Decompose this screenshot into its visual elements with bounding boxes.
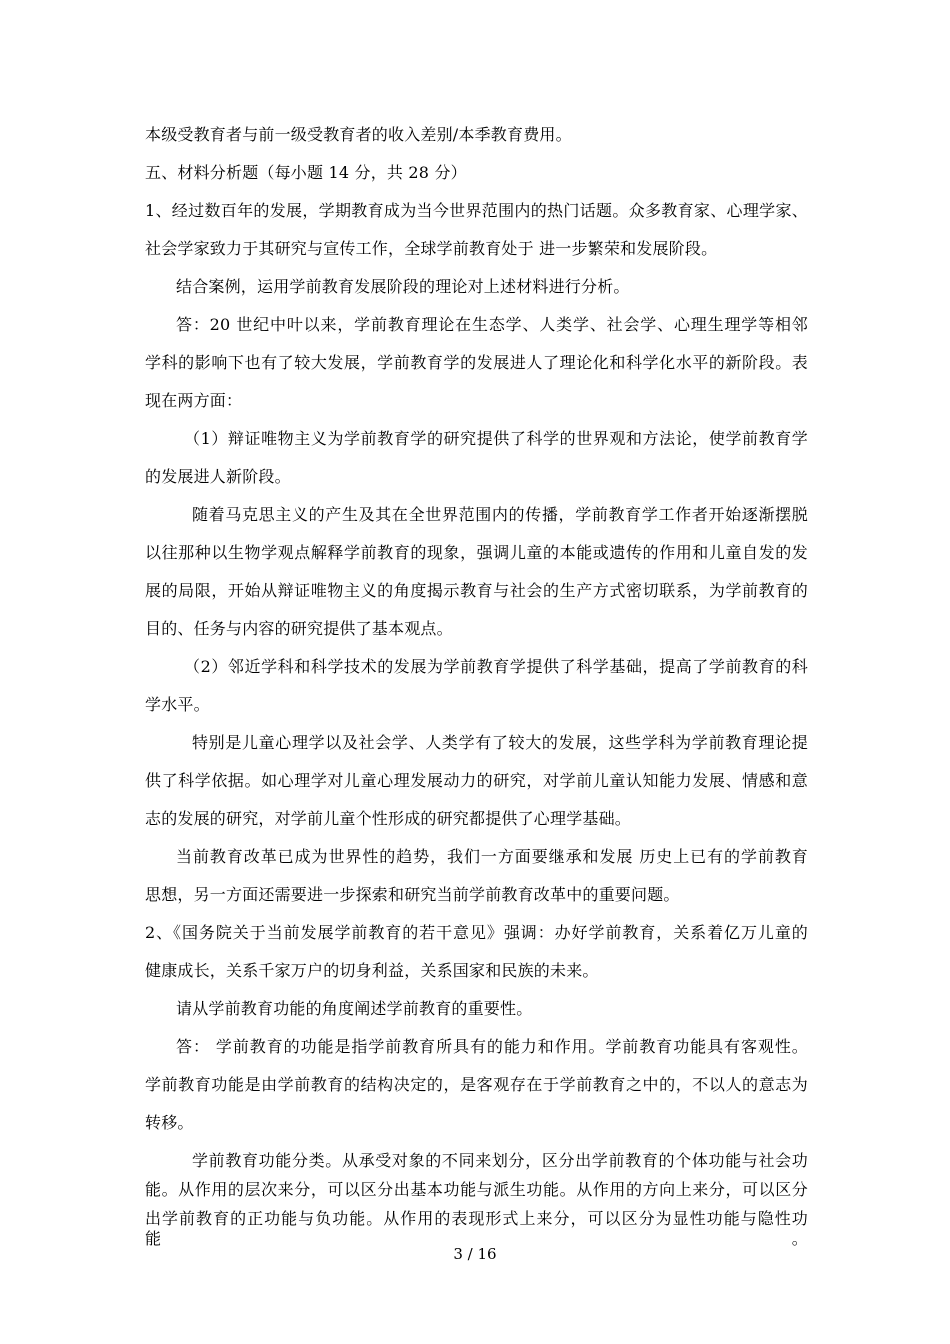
section-heading: 五、材料分析题（每小题 14 分，共 28 分） — [145, 163, 467, 182]
text-line: 转移。 — [145, 1113, 194, 1132]
text-line: 志的发展的研究，对学前儿童个性形成的研究都提供了心理学基础。 — [145, 809, 632, 828]
page-number: 3 / 16 — [453, 1245, 497, 1263]
text-line: 现在两方面： — [145, 391, 243, 410]
text-line: 结合案例，运用学前教育发展阶段的理论对上述材料进行分析。 — [176, 277, 630, 296]
text-line: 的发展进人新阶段。 — [145, 467, 291, 486]
text-line: 学科的影响下也有了较大发展，学前教育学的发展进人了理论化和科学化水平的新阶段。表 — [145, 353, 808, 372]
text-line: 目的、任务与内容的研究提供了基本观点。 — [145, 619, 453, 638]
text-line: 出学前教育的正功能与负功能。从作用的表现形式上来分，可以区分为显性功能与隐性功能。 — [145, 1209, 808, 1248]
text-line: （1）辩证唯物主义为学前教育学的研究提供了科学的世界观和方法论，使学前教育学 — [184, 429, 808, 448]
text-line: 学水平。 — [145, 695, 210, 714]
text-line: 供了科学依据。如心理学对儿童心理发展动力的研究，对学前儿童认知能力发展、情感和意 — [145, 771, 808, 790]
text-line: 特别是儿童心理学以及社会学、人类学有了较大的发展，这些学科为学前教育理论提 — [192, 733, 808, 752]
text-line: 答： 学前教育的功能是指学前教育所具有的能力和作用。学前教育功能具有客观性。 — [176, 1037, 808, 1056]
text-line: 2、《国务院关于当前发展学前教育的若干意见》强调：办好学前教育，关系着亿万儿童的 — [145, 923, 808, 942]
text-line: 答：20 世纪中叶以来，学前教育理论在生态学、人类学、社会学、心理生理学等相邻 — [176, 315, 808, 334]
text-line: 思想，另一方面还需要进一步探索和研究当前学前教育改革中的重要问题。 — [145, 885, 680, 904]
text-line: 学前教育功能是由学前教育的结构决定的，是客观存在于学前教育之中的，不以人的意志为 — [145, 1075, 808, 1094]
text-line: 学前教育功能分类。从承受对象的不同来划分，区分出学前教育的个体功能与社会功 — [192, 1151, 808, 1170]
text-line: （2）邻近学科和科学技术的发展为学前教育学提供了科学基础，提高了学前教育的科 — [184, 657, 808, 676]
text-line: 1、经过数百年的发展，学期教育成为当今世界范围内的热门话题。众多教育家、心理学家、 — [145, 201, 808, 220]
text-line: 展的局限，开始从辩证唯物主义的角度揭示教育与社会的生产方式密切联系，为学前教育的 — [145, 581, 808, 600]
text-line: 随着马克思主义的产生及其在全世界范围内的传播，学前教育学工作者开始逐渐摆脱 — [192, 505, 808, 524]
text-line: 健康成长，关系千家万户的切身利益，关系国家和民族的未来。 — [145, 961, 599, 980]
text-line: 能。从作用的层次来分，可以区分出基本功能与派生功能。从作用的方向上来分，可以区分 — [145, 1180, 808, 1199]
text-line: 社会学家致力于其研究与宣传工作，全球学前教育处于 进一步繁荣和发展阶段。 — [145, 239, 718, 258]
text-line: 以往那种以生物学观点解释学前教育的现象，强调儿童的本能或遗传的作用和儿童自发的发 — [145, 543, 808, 562]
text-line: 当前教育改革已成为世界性的趋势，我们一方面要继承和发展 历史上已有的学前教育 — [176, 847, 808, 866]
text-line: 本级受教育者与前一级受教育者的收入差别/本季教育费用。 — [145, 125, 572, 144]
text-line: 请从学前教育功能的角度阐述学前教育的重要性。 — [176, 999, 533, 1018]
